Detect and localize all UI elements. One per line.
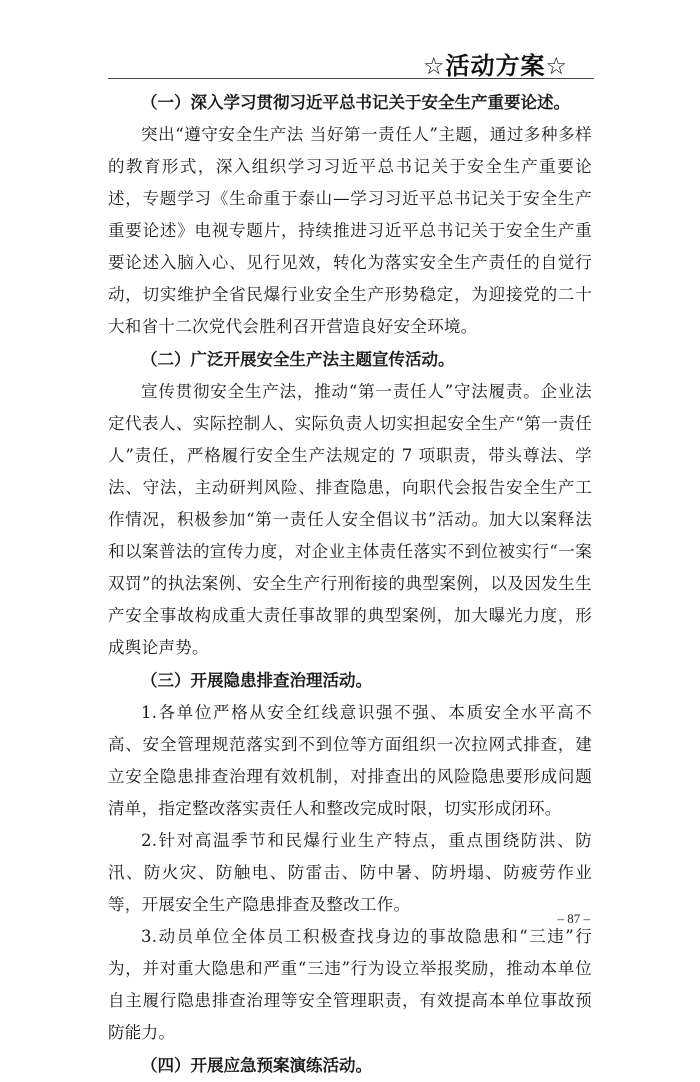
- section-1: [108, 86, 592, 343]
- section-heading: （一）深入学习贯彻习近平总书记关于安全生产重要论述。: [141, 93, 570, 112]
- header-divider: [108, 78, 594, 79]
- paragraph: 突出“遵守安全生产法 当好第一责任人”主题，通过多种多样的教育形式，深入组织学习习近平总书记关于安全生产重要论述，专题学习《生命重于泰山—学习习近平总书记关于安全生产重要论述》电视专题片，持续推进习近平总书记关于安全生产重要论述入脑入心、见行见效，转化为落实安全生产责任的自觉行动，切实维护全省民爆行业安全生产形势稳定，为迎接党的二十大和省十二次党代会胜利召开营造良好安全环境。: [108, 125, 592, 336]
- paragraph: 1.各单位严格从安全红线意识强不强、本质安全水平高不高、安全管理规范落实到不到位等方面组织一次拉网式排查，建立安全隐患排查治理有效机制，对排查出的风险隐患要形成问题清单，指定整改落实责任人和整改完成时限，切实形成闭环。: [108, 703, 592, 818]
- section-heading: （二）广泛开展安全生产法主题宣传活动。: [141, 350, 455, 369]
- page-number: – 87 –: [557, 911, 590, 926]
- section-heading: （四）开展应急预案演练活动。: [141, 1056, 372, 1075]
- section-heading: （三）开展隐患排查治理活动。: [141, 671, 372, 690]
- paragraph: 3.动员单位全体员工积极查找身边的事故隐患和“三违”行为，并对重大隐患和严重“三违”行为设立举报奖励，推动本单位自主履行隐患排查治理等安全管理职责，有效提高本单位事故预防能力。: [108, 927, 592, 1042]
- section-2: [108, 343, 592, 664]
- paragraph: 宣传贯彻安全生产法，推动“第一责任人”守法履责。企业法定代表人、实际控制人、实际负责人切实担起安全生产“第一责任人”责任，严格履行安全生产法规定的 7 项职责，带头尊法、学法、守法，主动研判风险、排查隐患，向职代会报告安全生产工作情况，积极参加“第一责任人安全倡议书”活动。加大以案释法和以案普法的宣传力度，对企业主体责任落实不到位被实行“一案双罚”的执法案例、安全生产行刑衔接的典型案例，以及因发生生产安全事故构成重大责任事故罪的典型案例，加大曝光力度，形成舆论声势。: [108, 382, 592, 657]
- paragraph: 2.针对高温季节和民爆行业生产特点，重点围绕防洪、防汛、防火灾、防触电、防雷击、防中暑、防坍塌、防疲劳作业等，开展安全生产隐患排查及整改工作。: [108, 831, 592, 914]
- document-body: [108, 86, 592, 1082]
- section-4: [108, 1049, 592, 1082]
- page-header-title: ☆活动方案☆: [422, 52, 568, 80]
- section-3: [108, 664, 592, 1049]
